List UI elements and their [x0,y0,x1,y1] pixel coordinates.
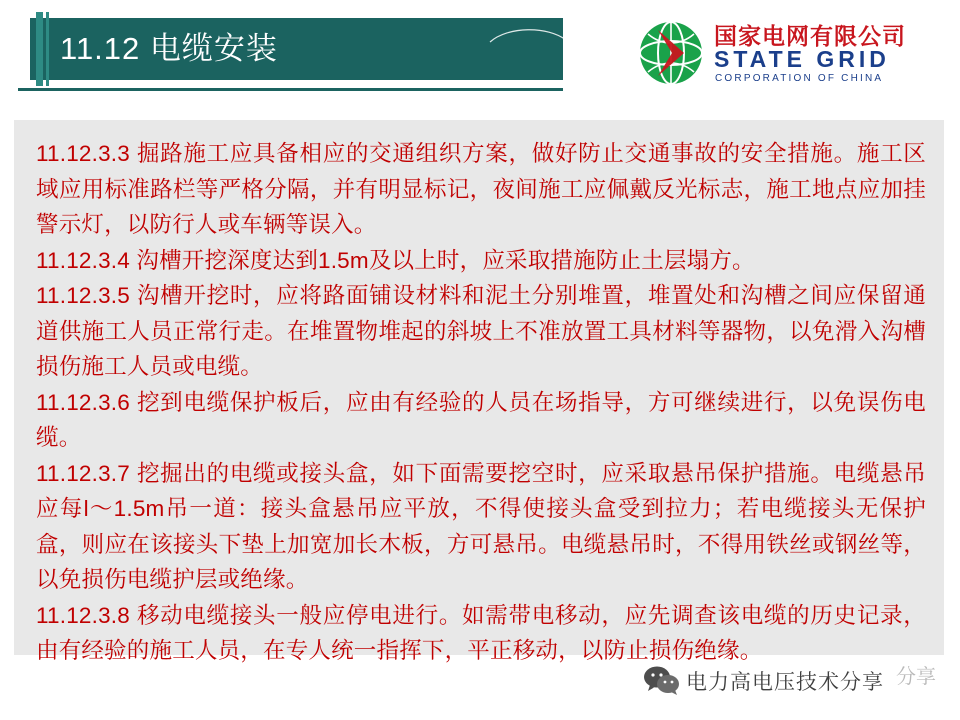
footer-watermark [642,660,942,706]
footer-faint-text: 分享 [896,666,936,688]
state-grid-globe-icon [638,20,704,86]
content-paragraph: 11.12.3.4 沟槽开挖深度达到1.5m及以上时，应采取措施防止土层塌方。 [36,247,755,273]
content-panel [14,120,944,663]
logo-english-name: STATE GRID [714,46,890,72]
content-paragraph: 11.12.3.5 沟槽开挖时，应将路面铺设材料和泥土分别堆置，堆置处和沟槽之间应保留通道供施工人员正常行走。在堆置物堆起的斜坡上不准放置工具材料等器物，以免滑入沟槽损伤施工人员或电缆。 [36,283,926,379]
content-paragraph: 11.12.3.6 挖到电缆保护板后，应由有经验的人员在场指导，方可继续进行，以免误伤电缆。 [36,389,926,450]
title-accent-bar-thin [46,12,49,86]
logo-chinese-name: 国家电网有限公司 [714,23,906,49]
content-paragraph: 11.12.3.8 移动电缆接头一般应停电进行。如需带电移动，应先调查该电缆的历史记录，由有经验的施工人员，在专人统一指挥下，平正移动，以防止损伤绝缘。 [36,602,926,663]
page-title: 11.12 电缆安装 [60,31,278,66]
content-paragraph: 11.12.3.7 挖掘出的电缆或接头盒，如下面需要挖空时，应采取悬吊保护措施。电缆悬吊应每l～1.5m吊一道：接头盒悬吊应平放，不得使接头盒受到拉力；若电缆接头无保护盒，则应在该接头下垫上加宽加长木板，方可悬吊。电缆悬吊时，不得用铁丝或钢丝等，以免损伤电缆护层或绝缘。 [36,460,926,592]
wechat-icon [642,664,680,696]
title-curve-decoration [488,26,568,44]
content-paragraph: 11.12.3.3 掘路施工应具备相应的交通组织方案，做好防止交通事故的安全措施。施工区域应用标准路栏等严格分隔，并有明显标记，夜间施工应佩戴反光标志，施工地点应加挂警示灯，以防行人或车辆等误入。 [36,141,926,237]
logo-english-subtitle: CORPORATION OF CHINA [715,73,884,84]
slide-title-bar [18,18,563,80]
title-underline [18,88,563,91]
title-accent-bar [36,12,43,86]
footer-text: 电力高电压技术分享 [686,671,884,694]
content-text [36,136,926,669]
state-grid-logo [638,16,938,90]
